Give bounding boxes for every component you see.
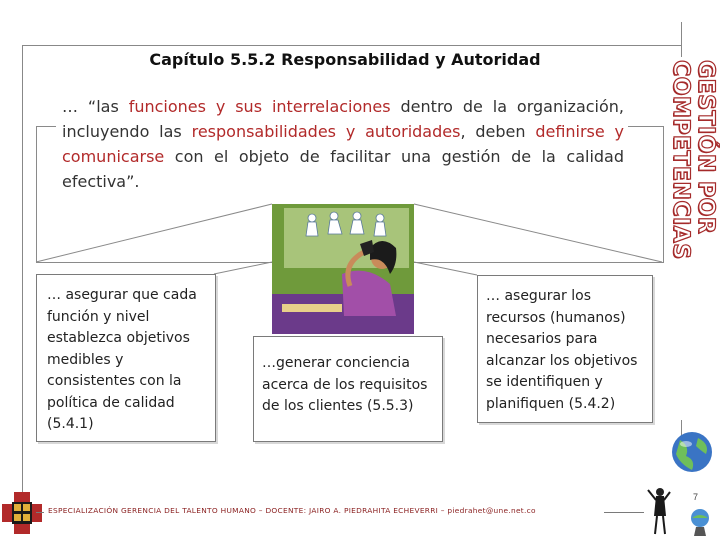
responsibility-box-resources (477, 275, 653, 423)
page-number: 7 (693, 492, 699, 502)
footer-line-right (604, 512, 644, 513)
side-title (668, 60, 718, 420)
slide-title: Capítulo 5.5.2 Responsabilidad y Autoridad (149, 50, 541, 69)
quote-frame-top-left (36, 126, 56, 127)
quote-part: … “las (62, 97, 129, 116)
footer-line-left (36, 512, 44, 513)
box-text: …generar conciencia acerca de los requisitos de los clientes (5.5.3) (262, 355, 428, 414)
quote-part: , deben (460, 122, 536, 141)
quote-text (62, 94, 624, 194)
frame-top-line (22, 45, 682, 46)
frame-left-line (22, 45, 23, 500)
quote-part: dentro de la organización, incluyendo las (62, 97, 625, 141)
connector-right-bottom (414, 262, 477, 275)
responsibility-box-objectives (36, 274, 216, 442)
footer-text: ESPECIALIZACIÓN GERENCIA DEL TALENTO HUMANO – DOCENTE: JAIRO A. PIEDRAHITA ECHEVERRI – piedrahet@une.net.co (48, 506, 536, 515)
worker-clipart (272, 204, 414, 334)
quote-highlight-responsibilities: responsabilidades y autoridades (191, 122, 461, 141)
globe-businessman-clipart (640, 430, 720, 540)
box-text: … asegurar que cada función y nivel establezca objetivos medibles y consistentes con la política de calidad (5.4.1) (47, 287, 197, 432)
box-text: … asegurar los recursos (humanos) necesarios para alcanzar los objetivos se identifiquen y planifiquen (5.4.2) (486, 288, 638, 412)
quote-highlight-define: definirse y comunicarse (62, 122, 625, 166)
side-title-text: GESTIÓN POR COMPETENCIAS (668, 60, 718, 260)
quote-frame-top-right (628, 126, 663, 127)
responsibility-box-awareness (253, 336, 443, 442)
connector-left-bottom (214, 262, 272, 274)
quote-highlight-functions: funciones y sus interrelaciones (128, 97, 391, 116)
cross-shield-icon (0, 490, 44, 536)
quote-part: con el objeto de facilitar una gestión de la calidad efectiva”. (62, 147, 624, 191)
university-logo (0, 490, 44, 536)
